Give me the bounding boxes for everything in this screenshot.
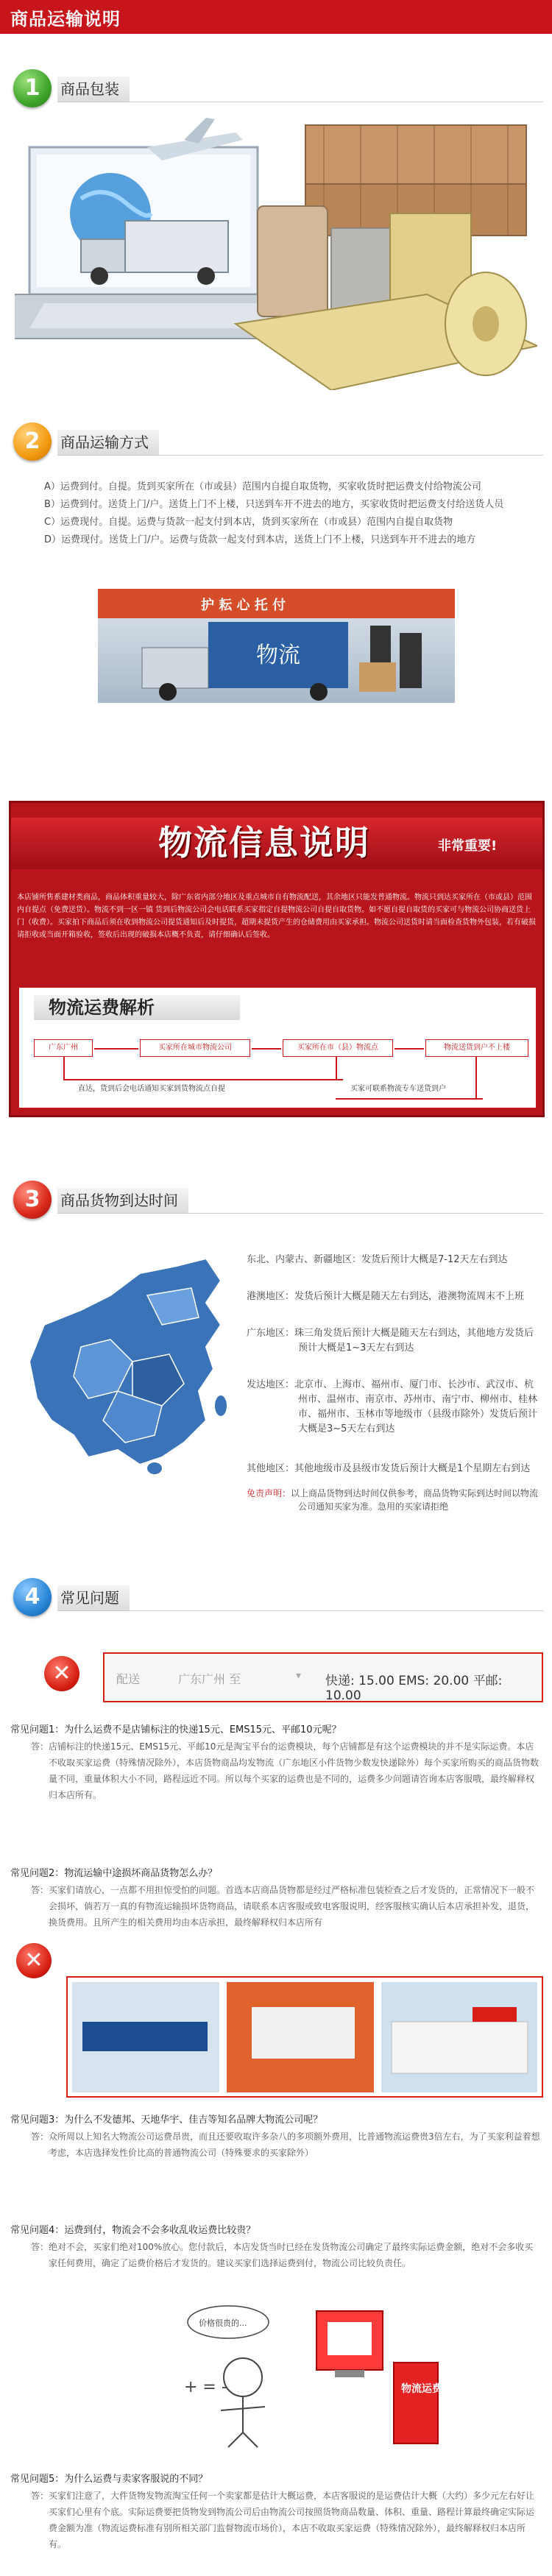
- faq-item-1: [10, 1722, 540, 1803]
- faq-answer: 答：买家们请放心，一点都不用担惊受怕的问题。首选本店商品货物都是经过严格标准包装检查之后才发货的，正常情况下一般不会损坏，倘若万一真的有物流运输损坏货物商品，请联系本店客服或致电客服说明，经客服核实确认后本店承担补发，退货，换货费用。且所产生的相关费用均由本店承担，最终解释权归本店所有: [31, 1885, 535, 1928]
- cost-sketch-illustration: [177, 2296, 456, 2451]
- faq-answer: 答：众所周以上知名大物流公司运费昂贵，而且还要收取许多杂八的多项额外费用，比普通物流运费贵3倍左右，为了买家利益着想考虑，本店选择发性价比高的普通物流公司（特殊要求的买家除外）: [31, 2131, 540, 2158]
- flow-arrow: [394, 1048, 424, 1050]
- freight-flow-diagram: [18, 987, 537, 1108]
- faq-question: 常见问题1：为什么运费不是店铺标注的快递15元、EMS15元、平邮10元呢？: [10, 1724, 342, 1735]
- faq-question: 常见问题2：物流运输中途损坏商品货物怎么办？: [10, 1868, 218, 1879]
- faq-question: 常见问题3：为什么不发德邦、天地华宇、佳吉等知名品牌大物流公司呢？: [10, 2115, 323, 2126]
- arrival-row-developed: 发达地区：北京市、上海市、福州市、厦门市、长沙市、武汉市、杭州市、温州市、南京市、苏州市、南宁市、柳州市、桂林市、福州市、玉林市等地级市（县级市除外）发货后预计大概是3~5天左右到达: [247, 1379, 538, 1434]
- packaging-illustration: [15, 103, 537, 390]
- flow-node-door: 物流送货到户不上楼: [425, 1039, 528, 1057]
- section-title: 常见问题: [57, 1585, 130, 1610]
- freight-template-screenshot: [103, 1652, 543, 1702]
- shipping-method-c: C）运费现付。自提。运费与货款一起支付到本店，货到买家所在（市或县）范围内自提自取货物: [44, 517, 453, 528]
- flow-node-county: 买家所在市（县）物流点: [283, 1039, 393, 1057]
- flow-title: 物流运费解析: [34, 995, 240, 1020]
- wrong-icon: ✕: [16, 1943, 52, 1978]
- section-header-faq: [13, 1575, 543, 1622]
- number-badge: 1: [13, 69, 52, 107]
- arrival-row-guangdong: 广东地区：珠三角发货后预计大概是随天左右到达，其他地方发货后预计大概是1~3天左右到达: [247, 1328, 534, 1354]
- flow-node-origin: 广东广州: [34, 1039, 93, 1057]
- section-title: 商品运输方式: [57, 430, 159, 455]
- faq-question: 常见问题4：运费到付，物流会不会多收乱收运费比较贵？: [10, 2225, 256, 2236]
- flow-arrow: [94, 1048, 138, 1050]
- faq-item-3: [10, 2112, 540, 2161]
- disclaimer: 免责声明：以上商品货物到达时间仅供参考，商品货物实际到达时间以物流公司通知买家为准。急用的买家请拒绝: [247, 1488, 539, 1512]
- flow-node-city: 买家所在城市物流公司: [140, 1039, 250, 1057]
- number-badge: 4: [13, 1578, 52, 1616]
- arrival-row-northeast: 东北、内蒙古、新疆地区：发货后预计大概是7-12天左右到达: [247, 1254, 508, 1265]
- china-map: [0, 1244, 243, 1479]
- shipping-methods-list: [44, 478, 545, 549]
- faq-answer: 答：买家们注意了，大件货物发物流淘宝任何一个卖家都是估计大概运费，本店客服说的是运费估计大概（大约）多少元左右好让买家们心里有个底。实际运费要把货物发到物流公司后由物流公司按照货物商品数量、体积、重量、路程计算最终确定实际运费金额为准（物流运费标准有别所相关部门监督物流市场价），本店不收取买家运费（特殊情况除外），最终解释权归本店所有。: [31, 2491, 535, 2550]
- faq-item-2: [10, 1866, 540, 1931]
- wrong-icon: ✕: [44, 1656, 79, 1691]
- flow-note-delivery: 买家可联系物流专车送货到户: [350, 1085, 446, 1093]
- shipping-method-a: A）运费到付。自提。货到买家所在（市或县）范围内自提自取货物，买家收货时把运费支付给物流公司: [44, 481, 481, 492]
- page-title: 商品运输说明: [10, 9, 121, 29]
- faq-item-5: [10, 2471, 540, 2552]
- bubble-text: 价格很贵的...: [199, 2318, 247, 2328]
- shipping-method-d: D）运费现付。送货上门/户。运费与货款一起支付到本店，送货上门不上楼，只送到车开不进去的地方: [44, 534, 476, 545]
- divider: [57, 1610, 543, 1611]
- section-header-shipping: [13, 420, 543, 467]
- shipping-method-b: B）运费到付。送货上门/户。送货上门不上楼，只送到车开不进去的地方，买家收货时把运费支付给送货人员: [44, 499, 504, 510]
- important-note: 非常重要!: [438, 838, 498, 854]
- faq-answer: 答：店铺标注的快递15元、EMS15元、平邮10元是淘宝平台的运费模块，每个店铺都是有这个运费模块的并不是实际运费。本店不收取买家运费（特殊情况除外），本店货物商品均发物流（广东地区小件货物少数发快递除外）每个买家所购买的商品货物数量不同，重量体积大小不同，路程远近不同。所以每个买家的运费也是不同的，运费多少问题请咨询本店客服哦，最终解释权归本店所有。: [31, 1741, 539, 1800]
- section-title: 商品货物到达时间: [57, 1188, 188, 1213]
- bar-price: 快递: 15.00 EMS: 20.00 平邮: 10.00: [325, 1674, 503, 1703]
- faq-question: 常见问题5：为什么运费与卖家客服说的不同？: [10, 2474, 208, 2485]
- divider: [57, 1213, 543, 1214]
- flow-note-direct: 直达，货到后会电话通知买家到货物流点自提: [78, 1085, 225, 1093]
- chevron-down-icon: ▾: [296, 1670, 302, 1682]
- bar-city: 广东广州 至: [178, 1672, 241, 1686]
- svg-text:+ = -: + = -: [184, 2378, 227, 2396]
- info-title: 物流信息说明: [158, 823, 370, 863]
- arrival-row-other: 其他地区：其他地级市及县级市发货后预计大概是1个星期左右到达: [247, 1463, 531, 1474]
- arrival-row-hkmo: 港澳地区：发货后预计大概是随天左右到达，港澳物流周末不上班: [247, 1291, 525, 1302]
- info-paragraph: 本店铺所售系建材类商品，商品体积重量较大，除广东省内部分地区及重点城市自有物流配送，其余地区只能发普通物流。物流只到达买家所在（市或县）范围内自提点（免费送货）。物流不到一区一镇 货到后物流公司会电话联系买家指定自提物流公司自提自取货物。如不愿自提自取货的买家可与物流公司协商送货上门（收费）。买家拍下商品后须在收到物流公司提货通知后及时提货，超期未提货产生的仓储费用由买家承担。物流公司送货时请当面检查货物外包装，若有破损请拒收或当面开箱验收，签收后出现的破损本店概不负责，请仔细确认后签收。: [17, 894, 536, 939]
- section-header-arrival: [13, 1178, 543, 1225]
- faq-item-4: [10, 2223, 540, 2271]
- arrival-times: [247, 1253, 541, 1513]
- number-badge: 2: [13, 422, 52, 461]
- number-badge: 3: [13, 1181, 52, 1219]
- logistics-companies-photos: [66, 1976, 543, 2098]
- faq-answer: 答：绝对不会，买家们绝对100%放心。您付款后，本店发货当时已经在发货物流公司确定了最终实际运费金额，绝对不会多收买家任何费用，确定了运费价格后才发货的。建议买家们选择运费到付，物流公司比较负责任。: [31, 2242, 534, 2268]
- logistics-info-panel: [9, 801, 545, 1117]
- signpost-text: 物流运费: [401, 2383, 442, 2395]
- truck-label: 物流: [256, 643, 300, 668]
- section-title: 商品包装: [57, 77, 130, 102]
- logistics-photo: [98, 589, 455, 703]
- flow-arrow: [252, 1048, 281, 1050]
- bar-from: 配送: [116, 1672, 141, 1686]
- divider: [57, 455, 543, 456]
- svg-text:护 耘 心 托 付: 护 耘 心 托 付: [201, 598, 286, 613]
